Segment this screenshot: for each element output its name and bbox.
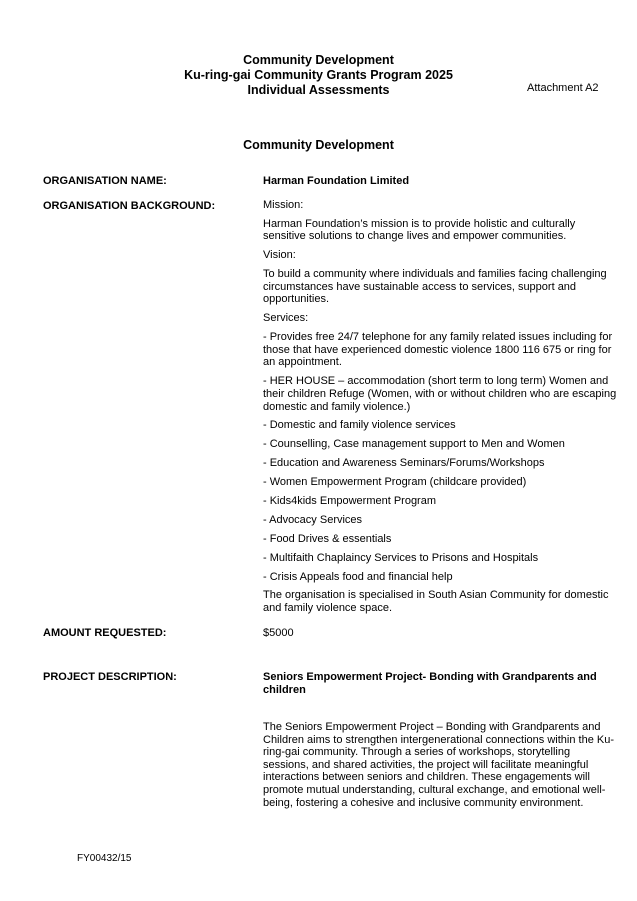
background-paragraph: - Kids4kids Empowerment Program [263, 494, 437, 507]
project-title: Seniors Empowerment Project- Bonding with Grandparents and children [263, 671, 597, 696]
project-label: PROJECT DESCRIPTION: [43, 671, 177, 683]
header-line-3: Individual Assessments [247, 83, 390, 97]
background-paragraph: - HER HOUSE – accommodation (short term to long term) Women and their children Refuge (Women, with or without children who are escaping domestic and family violence.) [263, 375, 617, 413]
background-paragraph: - Crisis Appeals food and financial help [263, 570, 453, 583]
background-paragraph: Services: [263, 312, 309, 325]
document-reference: FY00432/15 [77, 853, 132, 864]
background-paragraph: - Food Drives & essentials [263, 532, 392, 545]
background-paragraph: - Advocacy Services [263, 513, 363, 526]
background-paragraph: The organisation is specialised in South Asian Community for domestic and family violence space. [263, 589, 609, 614]
amount-label: AMOUNT REQUESTED: [43, 627, 167, 639]
background-paragraph: Harman Foundation’s mission is to provide holistic and culturally sensitive solutions to change lives and empower communities. [263, 217, 576, 243]
org-background-label: ORGANISATION BACKGROUND: [43, 200, 216, 212]
org-background-content [263, 199, 618, 621]
background-paragraph: To build a community where individuals and families facing challenging circumstances have sustainable access to services, support and opportunities. [263, 268, 607, 306]
background-paragraph: - Provides free 24/7 telephone for any family related issues including for those that have experienced domestic violence 1800 116 675 or ring for an appointment. [263, 331, 613, 369]
amount-value: $5000 [263, 627, 294, 639]
background-paragraph: Vision: [263, 249, 296, 262]
background-paragraph: - Education and Awareness Seminars/Forums/Workshops [263, 457, 545, 470]
background-paragraph: - Multifaith Chaplaincy Services to Prisons and Hospitals [263, 551, 539, 564]
org-name-value: Harman Foundation Limited [263, 175, 410, 187]
background-paragraph: Mission: [263, 199, 304, 211]
background-paragraph: - Women Empowerment Program (childcare provided) [263, 476, 527, 489]
header-line-1: Community Development [243, 53, 394, 67]
project-description: The Seniors Empowerment Project – Bonding with Grandparents and Children aims to strengthen intergenerational connections within the Ku-ring-gai community. Through a series of workshops, storytelling sessions, and shared activities, the project will facilitate meaningful interactions between seniors and children. These engagements will promote mutual understanding, cultural exchange, and emotional well-being, fostering a cohesive and inclusive community environment. [263, 721, 614, 809]
attachment-label: Attachment A2 [527, 82, 599, 94]
header-line-2: Ku-ring-gai Community Grants Program 2025 [184, 68, 453, 82]
section-title: Community Development [243, 138, 394, 152]
background-paragraph: - Counselling, Case management support to Men and Women [263, 438, 565, 451]
background-paragraph: - Domestic and family violence services [263, 419, 456, 432]
org-name-label: ORGANISATION NAME: [43, 175, 167, 187]
